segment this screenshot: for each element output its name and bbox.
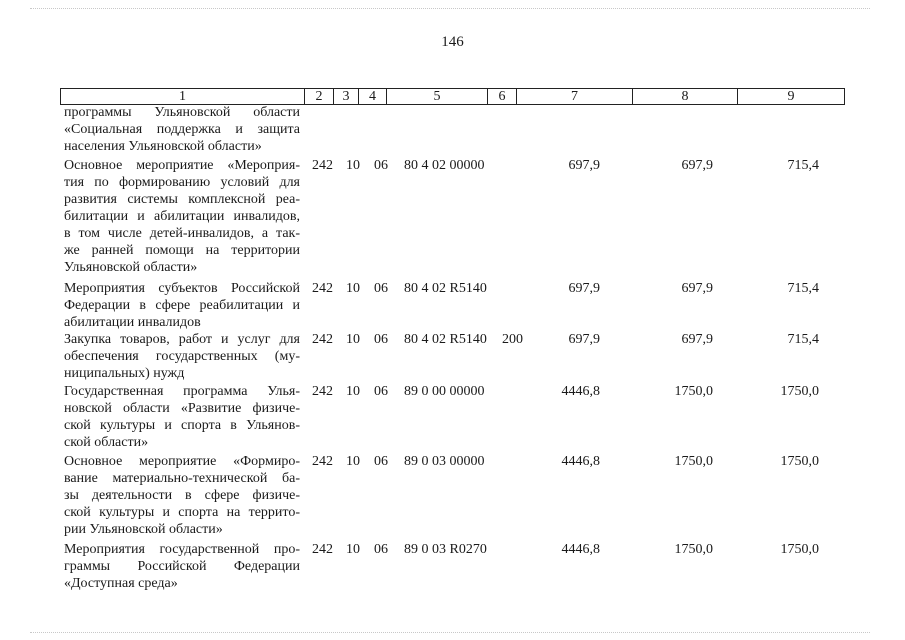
row-col-7: 697,9 [568, 281, 600, 296]
row-name-line: программы Ульяновской области [64, 105, 300, 120]
row-col-2: 242 [312, 281, 333, 296]
row-col-4: 06 [374, 384, 388, 399]
row-col-7: 697,9 [568, 332, 600, 347]
row-col-8: 697,9 [681, 158, 713, 173]
row-name-line: ской области» [64, 435, 149, 450]
header-col-9: 9 [737, 89, 844, 104]
row-name-line: Закупка товаров, работ и услуг для [64, 332, 300, 347]
row-name-line: обеспечения государственных (му- [64, 349, 300, 364]
row-name-line: же ранней помощи на территории [64, 243, 300, 258]
scan-artifact-bottom [30, 632, 870, 635]
row-col-2: 242 [312, 542, 333, 557]
row-col-9: 1750,0 [780, 454, 819, 469]
row-name [64, 104, 300, 155]
header-col-7: 7 [516, 89, 632, 104]
row-col-7: 4446,8 [561, 384, 600, 399]
row-name-line: «Социальная поддержка и защита [64, 122, 300, 137]
row-name-line: новской области «Развитие физиче- [64, 401, 300, 416]
row-col-2: 242 [312, 384, 333, 399]
row-col-4: 06 [374, 281, 388, 296]
row-name [64, 383, 300, 451]
row-col-3: 10 [346, 332, 360, 347]
row-col-8: 697,9 [681, 332, 713, 347]
row-name-line: Основное мероприятие «Мероприя- [64, 158, 300, 173]
row-col-5: 89 0 00 00000 [404, 384, 485, 399]
row-col-3: 10 [346, 384, 360, 399]
row-col-8: 697,9 [681, 281, 713, 296]
row-name-line: Федерации в сфере реабилитации и [64, 298, 300, 313]
row-col-5: 89 0 03 00000 [404, 454, 485, 469]
row-col-7: 4446,8 [561, 542, 600, 557]
row-name-line: Ульяновской области» [64, 260, 198, 275]
row-name-line: билитации и абилитации инвалидов, [64, 209, 300, 224]
row-name-line: ской культуры и спорта на террито- [64, 505, 300, 520]
row-col-9: 715,4 [787, 281, 819, 296]
row-col-9: 715,4 [787, 332, 819, 347]
row-col-7: 4446,8 [561, 454, 600, 469]
row-name-line: населения Ульяновской области» [64, 139, 262, 154]
header-col-2: 2 [304, 89, 333, 104]
row-name-line: Государственная программа Улья- [64, 384, 300, 399]
row-name [64, 541, 300, 592]
row-col-3: 10 [346, 281, 360, 296]
header-col-5: 5 [386, 89, 487, 104]
row-col-2: 242 [312, 332, 333, 347]
header-col-3: 3 [333, 89, 358, 104]
row-col-3: 10 [346, 542, 360, 557]
row-col-8: 1750,0 [674, 384, 713, 399]
row-name-line: ской культуры и спорта в Ульянов- [64, 418, 300, 433]
row-name-line: рии Ульяновской области» [64, 522, 223, 537]
row-name-line: Мероприятия государственной про- [64, 542, 300, 557]
row-name-line: развития системы комплексной реа- [64, 192, 300, 207]
header-col-1: 1 [179, 89, 186, 104]
row-col-2: 242 [312, 454, 333, 469]
row-name-line: тия по формированию условий для [64, 175, 300, 190]
row-col-5: 80 4 02 R5140 [404, 281, 487, 296]
header-col-4: 4 [358, 89, 386, 104]
row-col-3: 10 [346, 158, 360, 173]
page-number: 146 [441, 34, 464, 50]
row-col-4: 06 [374, 332, 388, 347]
row-col-5: 80 4 02 R5140 [404, 332, 487, 347]
header-col-8: 8 [632, 89, 737, 104]
row-col-4: 06 [374, 454, 388, 469]
row-name-line: граммы Российской Федерации [64, 559, 300, 574]
row-col-5: 80 4 02 00000 [404, 158, 485, 173]
row-name-line: вание материально-технической ба- [64, 471, 300, 486]
table-header [60, 88, 845, 105]
row-col-4: 06 [374, 158, 388, 173]
row-col-4: 06 [374, 542, 388, 557]
scan-artifact-top [30, 8, 870, 11]
row-col-3: 10 [346, 454, 360, 469]
header-col-6: 6 [487, 89, 516, 104]
row-col-2: 242 [312, 158, 333, 173]
row-name-line: зы деятельности в сфере физиче- [64, 488, 300, 503]
row-col-5: 89 0 03 R0270 [404, 542, 487, 557]
row-name [64, 280, 300, 331]
row-name-line: ниципальных) нужд [64, 366, 185, 381]
row-col-7: 697,9 [568, 158, 600, 173]
row-name-line: абилитации инвалидов [64, 315, 201, 330]
row-col-8: 1750,0 [674, 454, 713, 469]
row-name-line: в том числе детей-инвалидов, а так- [64, 226, 300, 241]
row-col-9: 1750,0 [780, 542, 819, 557]
row-col-8: 1750,0 [674, 542, 713, 557]
row-name [64, 157, 300, 276]
row-col-6: 200 [502, 332, 523, 347]
row-name [64, 453, 300, 538]
row-col-9: 1750,0 [780, 384, 819, 399]
row-name [64, 331, 300, 382]
row-name-line: Основное мероприятие «Формиро- [64, 454, 300, 469]
row-name-line: Мероприятия субъектов Российской [64, 281, 300, 296]
row-name-line: «Доступная среда» [64, 576, 178, 591]
row-col-9: 715,4 [787, 158, 819, 173]
